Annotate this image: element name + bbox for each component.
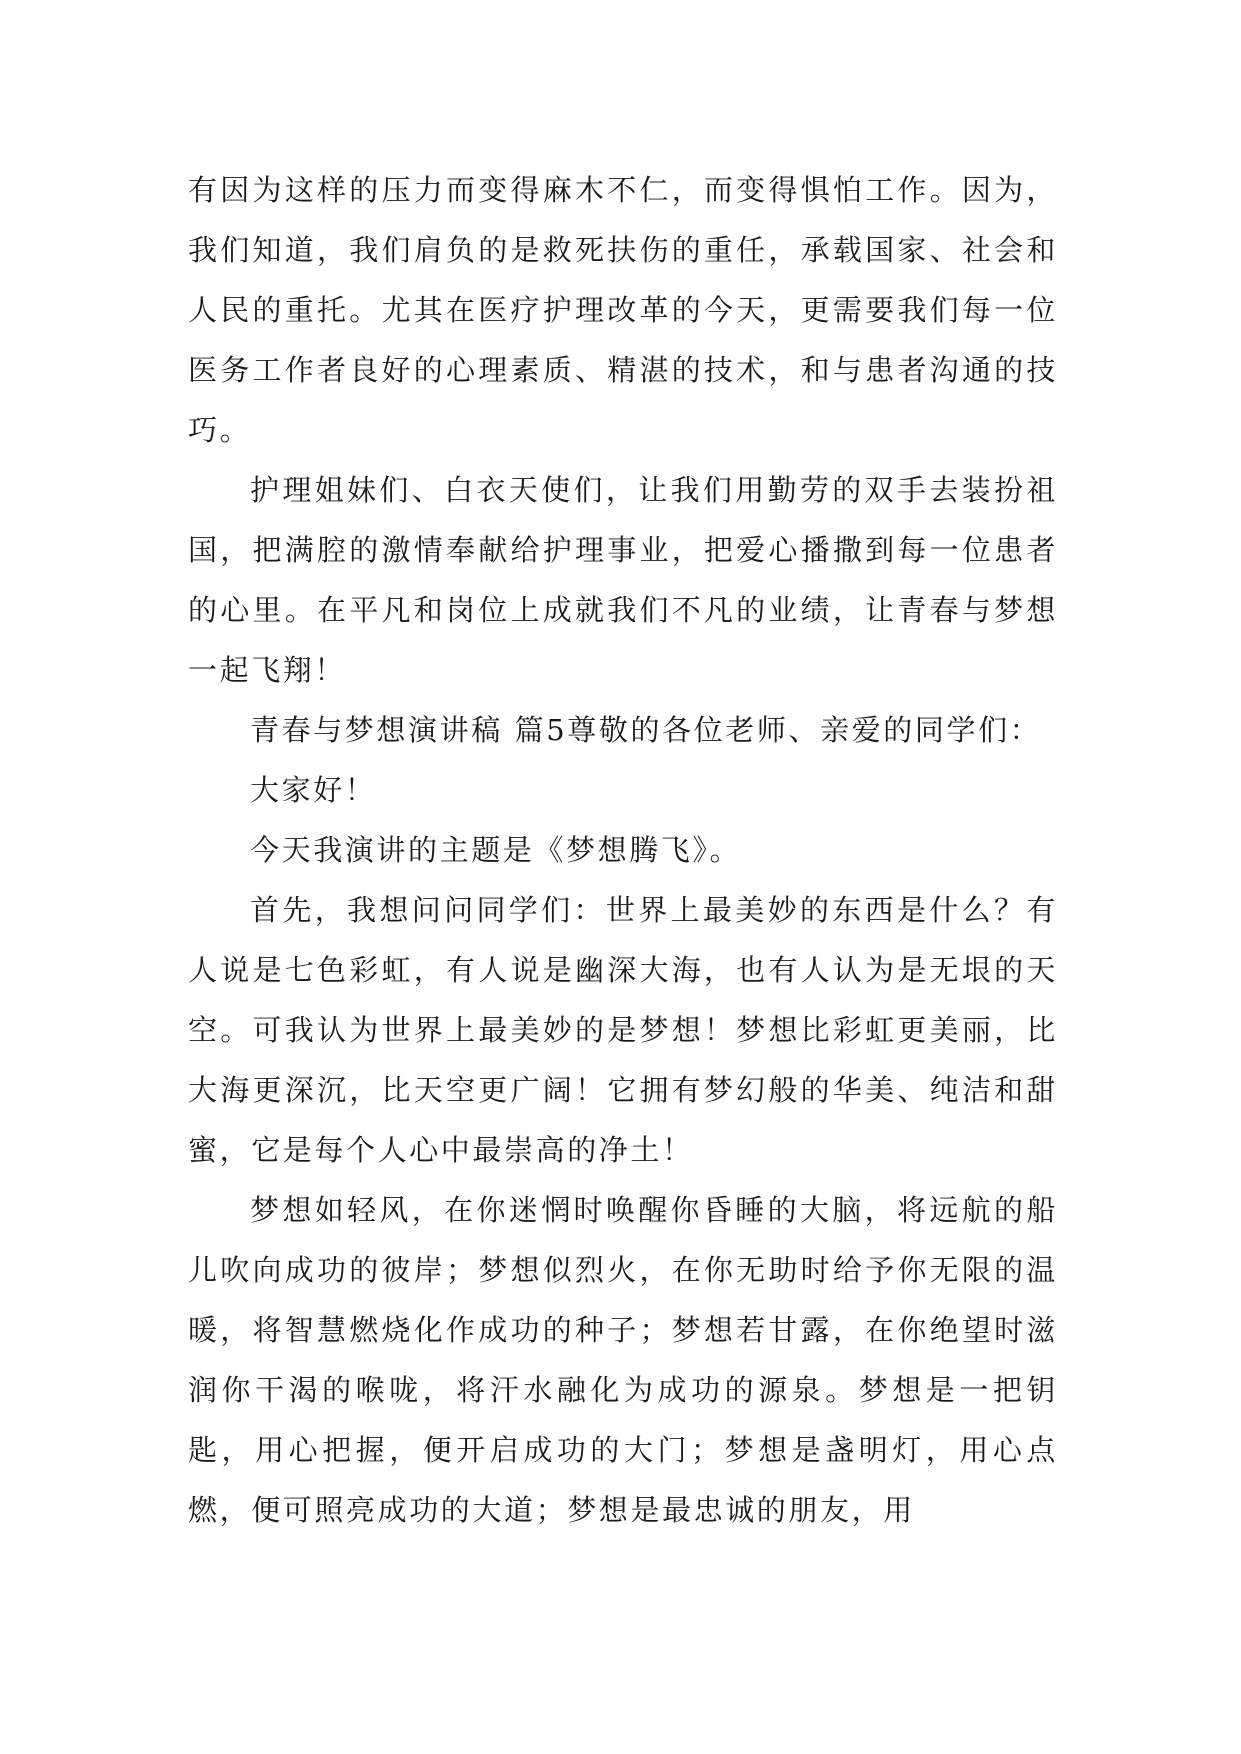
paragraph-continuation: 有因为这样的压力而变得麻木不仁，而变得惧怕工作。因为，我们知道，我们肩负的是救死扶伤的重任，承载国家、社会和人民的重托。尤其在医疗护理改革的今天，更需要我们每一位医务工作者良好的心理素质、精湛的技术，和与患者沟通的技巧。 — [188, 173, 1058, 447]
paragraph-dream-metaphors: 梦想如轻风，在你迷惘时唤醒你昏睡的大脑，将远航的船儿吹向成功的彼岸；梦想似烈火，在你无助时给予你无限的温暖，将智慧燃烧化作成功的种子；梦想若甘露，在你绝望时滋润你干渴的喉咙，将汗水融化为成功的源泉。梦想是一把钥匙，用心把握，便开启成功的大门；梦想是盏明灯，用心点燃，便可照亮成功的大道；梦想是最忠诚的朋友，用 — [188, 1193, 1058, 1527]
paragraph-speech-title: 青春与梦想演讲稿 篇5尊敬的各位老师、亲爱的同学们： — [250, 713, 1042, 747]
paragraph-topic: 今天我演讲的主题是《梦想腾飞》。 — [250, 833, 742, 867]
paragraph-question: 首先，我想问问同学们：世界上最美妙的东西是什么？有人说是七色彩虹，有人说是幽深大海，也有人认为是无垠的天空。可我认为世界上最美妙的是梦想！梦想比彩虹更美丽，比大海更深沉，比天空更广阔！它拥有梦幻般的华美、纯洁和甜蜜，它是每个人心中最崇高的净土！ — [188, 893, 1058, 1167]
paragraph-nursing-appeal: 护理姐妹们、白衣天使们，让我们用勤劳的双手去装扮祖国，把满腔的激情奉献给护理事业，把爱心播撒到每一位患者的心里。在平凡和岗位上成就我们不凡的业绩，让青春与梦想一起飞翔！ — [188, 473, 1058, 687]
body-text — [188, 160, 1058, 1540]
paragraph-greeting: 大家好！ — [250, 773, 377, 807]
